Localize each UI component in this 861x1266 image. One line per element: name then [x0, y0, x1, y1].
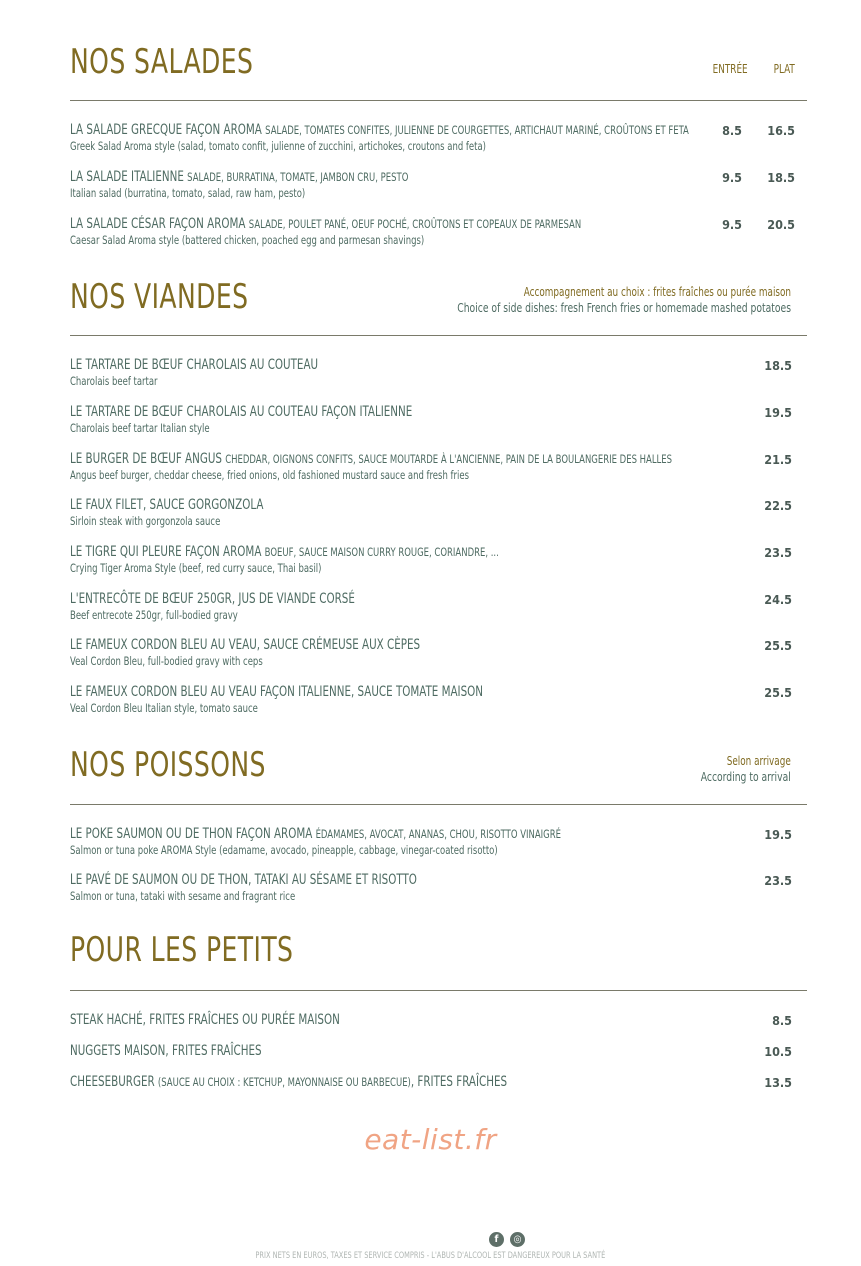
menu-item: LE TARTARE DE BŒUF CHAROLAIS AU COUTEAU FAÇON ITALIENNE Charolais beef tartar Italian style [70, 404, 413, 435]
section-title-poissons: NOS POISSONS [70, 745, 266, 785]
section-title-petits: POUR LES PETITS [70, 930, 294, 970]
instagram-icon[interactable]: ◎ [510, 1232, 525, 1247]
menu-item: STEAK HACHÉ, FRITES FRAÎCHES OU PURÉE MAISON [70, 1012, 340, 1028]
divider [70, 335, 807, 336]
menu-item: LA SALADE ITALIENNE SALADE, BURRATINA, TOMATE, JAMBON CRU, PESTO Italian salad (burratina, tomato, salad, raw ham, pesto) [70, 169, 409, 200]
menu-item: LE FAMEUX CORDON BLEU AU VEAU FAÇON ITALIENNE, SAUCE TOMATE MAISON Veal Cordon Bleu Italian style, tomato sauce [70, 684, 484, 715]
menu-item: LE POKE SAUMON OU DE THON FAÇON AROMA ÉDAMAMES, AVOCAT, ANANAS, CHOU, RISOTTO VINAIGRÉ Salmon or tuna poke AROMA Style (edamame, avocado, pineapple, cabbage, vinegar-coated risotto) [70, 826, 562, 857]
menu-item: CHEESEBURGER (SAUCE AU CHOIX : KETCHUP, MAYONNAISE OU BARBECUE), FRITES FRAÎCHES [70, 1074, 508, 1090]
social-links [489, 1232, 525, 1247]
side-dish-note: Accompagnement au choix : frites fraîches ou purée maison Choice of side dishes: fresh French fries or homemade mashed potatoes [457, 285, 791, 315]
price: 19.5 [764, 827, 792, 842]
menu-item: LE TIGRE QUI PLEURE FAÇON AROMA BOEUF, SAUCE MAISON CURRY ROUGE, CORIANDRE, ... Crying Tiger Aroma Style (beef, red curry sauce, Thai basil) [70, 544, 499, 575]
price-entree: 9.5 [722, 170, 742, 185]
price-plat: 20.5 [767, 217, 795, 232]
menu-item: LE FAUX FILET, SAUCE GORGONZOLA Sirloin steak with gorgonzola sauce [70, 497, 264, 528]
column-header-entree: ENTRÉE [713, 62, 748, 76]
menu-item: NUGGETS MAISON, FRITES FRAÎCHES [70, 1043, 262, 1059]
menu-item: LA SALADE CÉSAR FAÇON AROMA SALADE, POULET PANÉ, OEUF POCHÉ, CROÛTONS ET COPEAUX DE PARMESAN Caesar Salad Aroma style (battered chicken, poached egg and parmesan shavings) [70, 216, 582, 247]
legal-footer: PRIX NETS EN EUROS, TAXES ET SERVICE COMPRIS - L'ABUS D'ALCOOL EST DANGEREUX POUR LA SANTÉ [255, 1251, 606, 1261]
price-plat: 18.5 [767, 170, 795, 185]
column-header-plat: PLAT [773, 62, 795, 76]
divider [70, 990, 807, 991]
price-plat: 16.5 [767, 123, 795, 138]
menu-item: LE BURGER DE BŒUF ANGUS CHEDDAR, OIGNONS CONFITS, SAUCE MOUTARDE À L'ANCIENNE, PAIN DE LA BOULANGERIE DES HALLES Angus beef burger, cheddar cheese, fried onions, old fashioned mustard sauce and fresh fries [70, 451, 673, 482]
divider [70, 100, 807, 101]
menu-item: LA SALADE GRECQUE FAÇON AROMA SALADE, TOMATES CONFITES, JULIENNE DE COURGETTES, ARTICHAUT MARINÉ, CROÛTONS ET FETA Greek Salad Aroma style (salad, tomato confit, julienne of zucchini, artichokes, croutons and feta) [70, 122, 689, 153]
price: 13.5 [764, 1075, 792, 1090]
menu-item: LE FAMEUX CORDON BLEU AU VEAU, SAUCE CRÉMEUSE AUX CÈPES Veal Cordon Bleu, full-bodied gravy with ceps [70, 637, 421, 668]
price: 23.5 [764, 545, 792, 560]
section-title-viandes: NOS VIANDES [70, 277, 249, 317]
price: 24.5 [764, 592, 792, 607]
menu-item: LE PAVÉ DE SAUMON OU DE THON, TATAKI AU SÉSAME ET RISOTTO Salmon or tuna, tataki with sesame and fragrant rice [70, 872, 417, 903]
price: 8.5 [772, 1013, 792, 1028]
arrival-note: Selon arrivage According to arrival [700, 754, 791, 784]
divider [70, 804, 807, 805]
price: 23.5 [764, 873, 792, 888]
price: 10.5 [764, 1044, 792, 1059]
price-entree: 8.5 [722, 123, 742, 138]
facebook-icon[interactable]: f [489, 1232, 504, 1247]
section-title-salades: NOS SALADES [70, 42, 254, 82]
price: 18.5 [764, 358, 792, 373]
price: 19.5 [764, 405, 792, 420]
watermark: eat-list.fr [364, 1123, 497, 1156]
menu-item: L'ENTRECÔTE DE BŒUF 250GR, JUS DE VIANDE CORSÉ Beef entrecote 250gr, full-bodied gravy [70, 591, 355, 622]
price: 22.5 [764, 498, 792, 513]
price: 25.5 [764, 638, 792, 653]
price: 25.5 [764, 685, 792, 700]
price: 21.5 [764, 452, 792, 467]
price-entree: 9.5 [722, 217, 742, 232]
menu-item: LE TARTARE DE BŒUF CHAROLAIS AU COUTEAU Charolais beef tartar [70, 357, 319, 388]
